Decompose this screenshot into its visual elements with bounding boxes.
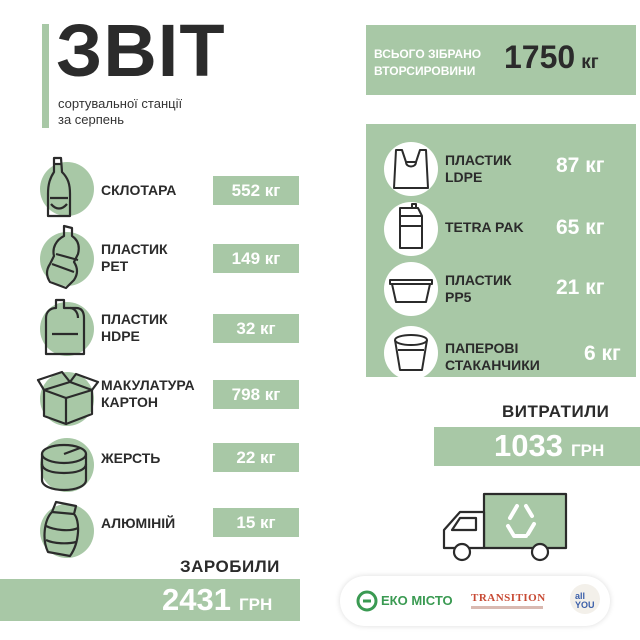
item-label-line-2: HDPE [101, 328, 140, 344]
item-value-paper-cups: 6 кг [584, 342, 621, 365]
item-label-glass [101, 182, 176, 199]
item-value-pp5: 21 кг [556, 276, 605, 299]
total-value-unit: кг [581, 52, 599, 73]
total-value-number: 1750 [504, 39, 576, 75]
transition-logo: TRANSITION [471, 592, 546, 604]
item-label-paper-cups [445, 340, 540, 374]
total-collected-label [374, 46, 494, 80]
total-label-line-1: ВСЬОГО ЗІБРАНО [374, 47, 482, 61]
paper-cup-icon [384, 326, 438, 380]
tetra-pak-icon [384, 202, 438, 256]
item-label-hdpe [101, 311, 168, 345]
spent-label: ВИТРАТИЛИ [502, 402, 610, 421]
title-accent-bar [42, 24, 49, 128]
spent-value [494, 428, 604, 464]
item-value-cardboard: 798 кг [213, 380, 299, 409]
total-collected-value [504, 41, 599, 73]
item-label-tetra-pak [445, 219, 524, 236]
item-label-line-1: ЖЕРСТЬ [101, 450, 161, 466]
plastic-bag-icon [384, 142, 438, 196]
item-label-ldpe [445, 152, 512, 186]
item-label-cardboard [101, 377, 195, 411]
item-value-tetra-pak: 65 кг [556, 216, 605, 239]
spent-value-unit: ГРН [570, 441, 605, 460]
all-you-logo-text [575, 592, 595, 610]
item-label-line-1: ПЛАСТИК [445, 152, 512, 168]
item-label-line-1: ПЛАСТИК [101, 311, 168, 327]
item-label-line-1: ПАПЕРОВІ [445, 340, 519, 356]
earned-label: ЗАРОБИЛИ [180, 557, 280, 576]
item-label-aluminium [101, 515, 175, 532]
all-you-line-2: YOU [575, 600, 595, 610]
glass-bottle-icon [40, 162, 94, 216]
item-value-pet: 149 кг [213, 244, 299, 273]
recycling-truck-icon [440, 488, 570, 568]
subtitle-line-1: сортувальної станції [58, 96, 183, 111]
tin-can-icon [40, 438, 94, 492]
item-label-pp5 [445, 272, 512, 306]
item-label-tin [101, 450, 160, 467]
item-value-aluminium: 15 кг [213, 508, 299, 537]
item-label-line-1: ПЛАСТИК [445, 272, 512, 288]
item-label-line-2: PET [101, 258, 129, 274]
transition-logo-subtext [471, 606, 543, 609]
item-label-line-1: ПЛАСТИК [101, 241, 168, 257]
total-label-line-2: ВТОРСИРОВИНИ [374, 64, 476, 78]
item-label-pet [101, 241, 168, 275]
hdpe-canister-icon [40, 302, 94, 356]
eko-misto-logo-icon [356, 590, 378, 612]
pet-bottle-icon [40, 232, 94, 286]
earned-value [162, 582, 272, 618]
item-label-line-1: СКЛОТАРА [101, 182, 177, 198]
earned-value-number: 2431 [162, 582, 231, 617]
aluminium-can-icon [40, 504, 94, 558]
eko-misto-logo-text: ЕКО МІСТО [381, 593, 453, 608]
item-value-hdpe: 32 кг [213, 314, 299, 343]
item-value-ldpe: 87 кг [556, 154, 605, 177]
item-label-line-1: МАКУЛАТУРА [101, 377, 195, 393]
item-value-glass: 552 кг [213, 176, 299, 205]
spent-value-number: 1033 [494, 428, 563, 463]
pp5-container-icon [384, 262, 438, 316]
item-value-tin: 22 кг [213, 443, 299, 472]
page-title: ЗВІТ [56, 9, 226, 92]
page-subtitle [58, 96, 258, 128]
subtitle-line-2: за серпень [58, 112, 124, 127]
item-label-line-2: PP5 [445, 289, 472, 305]
item-label-line-1: TETRA PAK [445, 219, 524, 235]
item-label-line-2: СТАКАНЧИКИ [445, 357, 540, 373]
item-label-line-2: КАРТОН [101, 394, 159, 410]
all-you-line-1: all [575, 591, 586, 601]
item-label-line-2: LDPE [445, 169, 483, 185]
earned-value-unit: ГРН [238, 595, 273, 614]
item-label-line-1: АЛЮМІНІЙ [101, 515, 176, 531]
cardboard-box-icon [40, 372, 94, 426]
